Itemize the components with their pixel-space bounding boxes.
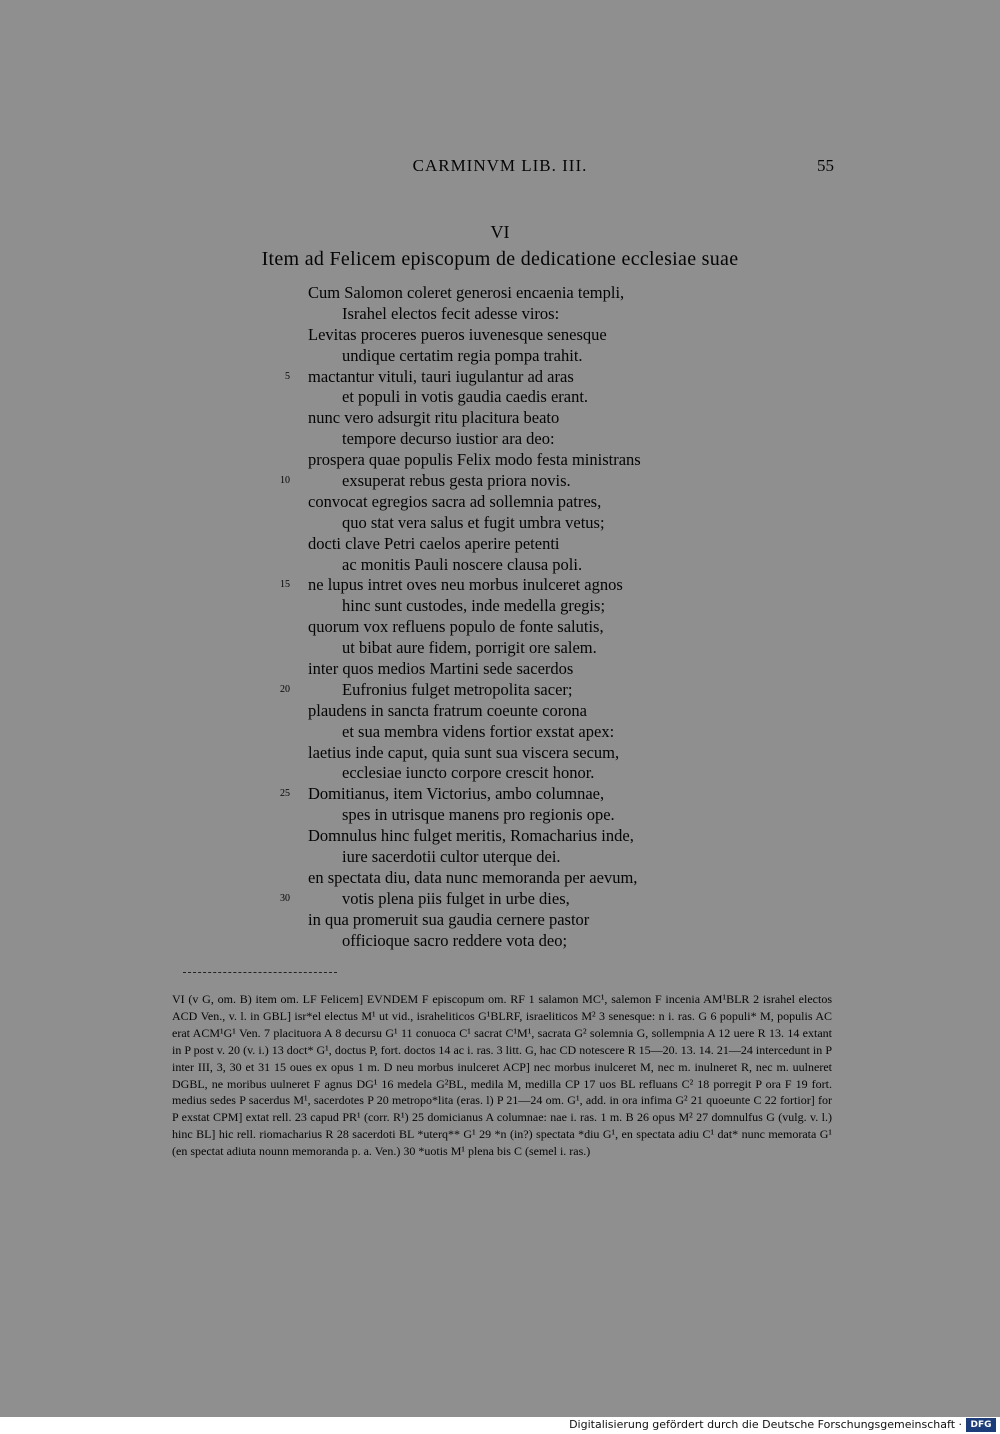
verse-text: Domnulus hinc fulget meritis, Romacharius inde,: [308, 826, 634, 846]
verse-line-number: 15: [280, 579, 290, 591]
verse-line: [0, 680, 1000, 701]
verse-line: [0, 638, 1000, 659]
verse-text: tempore decurso iustior ara deo:: [342, 429, 555, 449]
verse-text: docti clave Petri caelos aperire petenti: [308, 533, 560, 553]
verse-line-number: 25: [280, 788, 290, 800]
verse-line: [0, 534, 1000, 555]
verse-text: officioque sacro reddere vota deo;: [342, 930, 568, 950]
poem-number: VI: [490, 222, 510, 242]
verse-text: plaudens in sancta fratrum coeunte corona: [308, 700, 588, 720]
verse-line: [0, 910, 1000, 931]
footer-credit: Digitalisierung gefördert durch die Deutsche Forschungsgemeinschaft ·: [569, 1418, 962, 1431]
verse-text: et populi in votis gaudia caedis erant.: [342, 387, 589, 407]
verse-text: et sua membra videns fortior exstat apex:: [342, 721, 615, 741]
verse-line: [0, 408, 1000, 429]
verse-line: [0, 429, 1000, 450]
verse-line: [0, 659, 1000, 680]
verse-text: nunc vero adsurgit ritu placitura beato: [308, 408, 560, 428]
verse-text: ne lupus intret oves neu morbus inulceret agnos: [308, 575, 623, 595]
verse-line: [0, 763, 1000, 784]
dfg-logo: DFG: [966, 1418, 996, 1432]
verse-line: [0, 868, 1000, 889]
verse-text: Cum Salomon coleret generosi encaenia templi,: [308, 283, 625, 302]
verse-text: quo stat vera salus et fugit umbra vetus;: [342, 512, 605, 532]
verse-line: [0, 722, 1000, 743]
verse-line: [0, 325, 1000, 346]
verse-text: ecclesiae iuncto corpore crescit honor.: [342, 763, 595, 783]
verse-line-number: 5: [285, 370, 290, 382]
critical-apparatus: [172, 991, 832, 1160]
verse-line: [0, 701, 1000, 722]
verse-text: ut bibat aure fidem, porrigit ore salem.: [342, 638, 597, 658]
running-head: [160, 156, 840, 178]
verse-list: [0, 283, 1000, 952]
verse-line: [0, 513, 1000, 534]
verse-line-number: 10: [280, 475, 290, 487]
verse-line: [0, 784, 1000, 805]
verse-line: [0, 743, 1000, 764]
verse-text: Eufronius fulget metropolita sacer;: [342, 679, 573, 699]
verse-line: [0, 450, 1000, 471]
verse-text: votis plena piis fulget in urbe dies,: [342, 888, 570, 908]
verse-line: [0, 555, 1000, 576]
verse-text: en spectata diu, data nunc memoranda per aevum,: [308, 867, 638, 887]
verse-line: [0, 596, 1000, 617]
verse-text: iure sacerdotii cultor uterque dei.: [342, 847, 561, 867]
verse-line: [0, 826, 1000, 847]
apparatus-text: VI (v G, om. B) item om. LF Felicem] EVNDEM F episcopum om. RF 1 salamon MC¹, salemon F incenia AM¹BLR 2 israhel electos ACD Ven., v. l. in GBL] isr*el electus M¹ ut vid., israheliticos G¹BLRF, israeliticos M² 3 senesque: n i. ras. G 6 populi* M, populis AC erat ACM¹G¹ Ven. 7 placituora A 8 decursu G¹ 11 conuoca C¹ sacrat C¹M¹, sacrata G² solemnia G, sollempnia A 12 uere R 13. 14 extant in P post v. 20 (v. i.) 13 doct* G¹, doctus P, fort. doctos 14 ac i. ras. 3 litt. G, hac CD notescere R 15—20. 13. 14. 21—24 intercedunt in P inter III, 3, 30 et 31 15 oues ex opus 1 m. D neu morbus inulceret ACP] nec morbus inulceret M, nec m. inulneret R, nec m. uulneret DGBL, ne moribus uulneret F agnus DG¹ 16 medela G²BL, medila M, medilla CP 17 uos BL refluans C² 18 porregit P ora F 19 fort. medius sedes P sacerdus M¹, sacerdotes P 20 metropo*lita (eras. l) P 21—24 om. G¹, add. in ora infima G² 21 quoeunte C 22 fortior] for P exstat CPM] extat rell. 23 capud PR¹ (corr. R¹) 25 domicianus A columnae: nae i. ras. 1 m. B 26 opus M² 27 domnulfus G (vulg. v. l.) hinc BL] hic rell. riomacharius R 28 sacerdoti BL *uterq** G¹ 29 *n (in?) spectata *diu G¹, en spectata adiu C¹ dat* nunc memorata G¹ (en spectat adiuta nounn memoranda p. a. Ven.) 30 *uotis M¹ plena bis C (semel i. ras.): [172, 992, 832, 1159]
verse-text: spes in utrisque manens pro regionis ope.: [342, 805, 615, 825]
verse-text: convocat egregios sacra ad sollemnia patres,: [308, 491, 602, 511]
verse-text: Levitas proceres pueros iuvenesque senesque: [308, 324, 607, 344]
verse-line: [0, 617, 1000, 638]
poem-title: Item ad Felicem episcopum de dedicatione ecclesiae suae: [261, 248, 739, 270]
verse-text: Israhel electos fecit adesse viros:: [342, 303, 560, 323]
verse-line: [0, 847, 1000, 868]
verse-text: ac monitis Pauli noscere clausa poli.: [342, 554, 583, 574]
verse-line: [0, 889, 1000, 910]
verse-line: [0, 931, 1000, 952]
verse-line-number: 30: [280, 892, 290, 904]
verse-line: [0, 367, 1000, 388]
verse-line: [0, 575, 1000, 596]
verse-text: hinc sunt custodes, inde medella gregis;: [342, 596, 606, 616]
verse-line: [0, 471, 1000, 492]
verse-text: quorum vox refluens populo de fonte salutis,: [308, 617, 604, 637]
digitization-footer: [0, 1417, 1000, 1434]
verse-text: laetius inde caput, quia sunt sua viscera secum,: [308, 742, 620, 762]
verse-text: exsuperat rebus gesta priora novis.: [342, 471, 571, 491]
verse-text: prospera quae populis Felix modo festa ministrans: [308, 450, 641, 470]
page-number: 55: [817, 156, 834, 175]
verse-line: [0, 492, 1000, 513]
verse-line-number: 20: [280, 683, 290, 695]
verse-text: in qua promeruit sua gaudia cernere pastor: [308, 909, 590, 929]
verse-line: [0, 805, 1000, 826]
footnote-separator: [183, 972, 337, 973]
verse-text: inter quos medios Martini sede sacerdos: [308, 659, 574, 679]
verse-text: Domitianus, item Victorius, ambo columnae,: [308, 784, 605, 804]
running-title: CARMINVM LIB. III.: [412, 156, 588, 175]
verse-line: [0, 387, 1000, 408]
verse-line: [0, 304, 1000, 325]
verse-text: undique certatim regia pompa trahit.: [342, 345, 583, 365]
verse-line: [0, 283, 1000, 304]
verse-text: mactantur vituli, tauri iugulantur ad aras: [308, 366, 574, 386]
verse-line: [0, 346, 1000, 367]
